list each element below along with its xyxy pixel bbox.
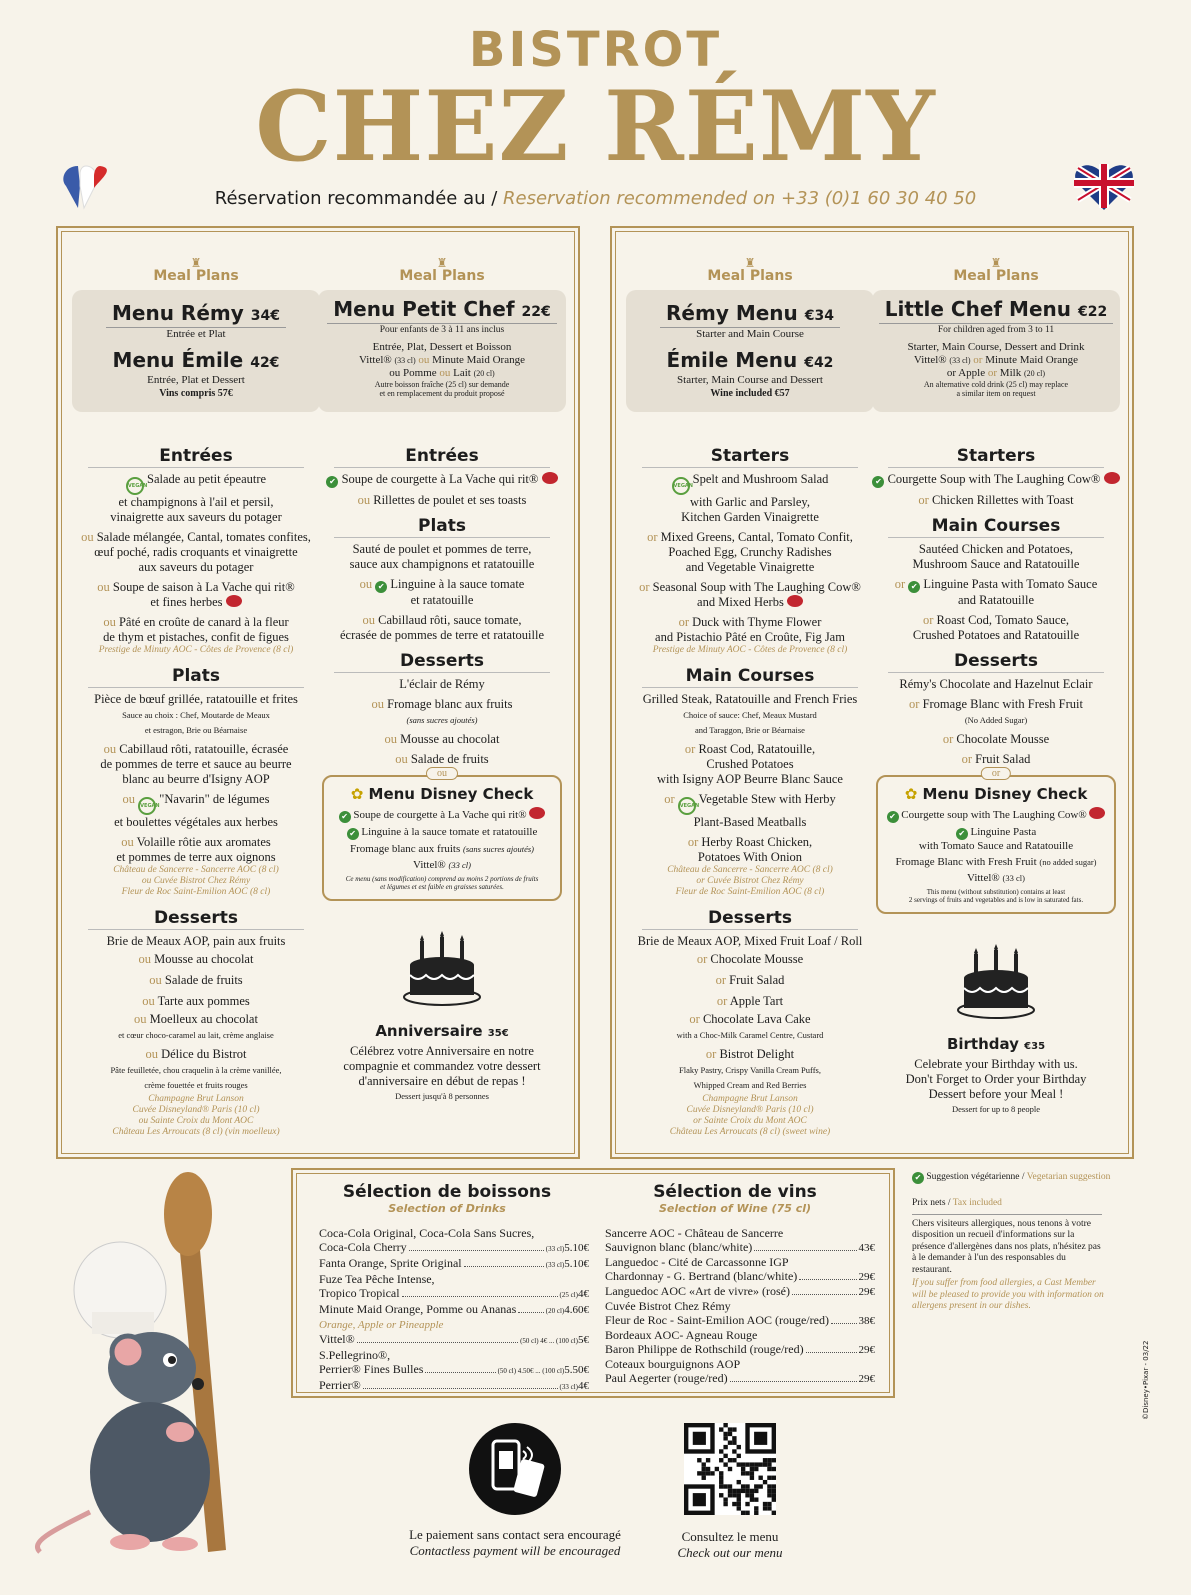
french-flag-icon[interactable] — [56, 160, 120, 212]
uk-flag-icon[interactable] — [1072, 160, 1136, 212]
menu-item: or Seasonal Soup with The Laughing Cow® and Mixed Herbs — [639, 580, 861, 609]
menu-item: Brie de Meaux AOP, Mixed Fruit Loaf / Roll — [637, 934, 863, 948]
little-chef-title: Little Chef Menu €22 — [879, 298, 1113, 324]
menu-item: VEGAN Salade au petit épeautre et champignons à l'ail et persil, vinaigrette aux saveurs du potager — [110, 472, 282, 524]
menu-item: or Fruit Salad — [961, 752, 1031, 766]
french-menu-panel — [56, 226, 580, 1159]
menu-item: or Apple Tart — [716, 994, 784, 1008]
vegetarian-icon: ✔ — [872, 476, 884, 488]
menu-item: ou Fromage blanc aux fruits (sans sucres ajoutés) — [371, 697, 513, 725]
anniversaire-note: Dessert jusqu'à 8 personnes — [395, 1091, 489, 1101]
menu-item: or Mixed Greens, Cantal, Tomato Confit, Poached Egg, Crunchy Radishes and Vegetable Vinaigrette — [647, 530, 853, 574]
mickey-icon: ✿ — [904, 785, 918, 803]
menu-item: or Chocolate Lava Cake with a Choc-Milk Caramel Centre, Custard — [676, 1012, 824, 1040]
menu-item: Pièce de bœuf grillée, ratatouille et frites Sauce au choix : Chef, Moutarde de Meaux et estragon, Brie ou Béarnaise — [94, 692, 298, 735]
meal-plans-badge: ♜ Meal Plans — [72, 258, 320, 280]
wines-row: Coteaux bourguignons AOP — [605, 1357, 741, 1371]
menu-item: or VEGAN Vegetable Stew with Herby Plant-Based Meatballs — [664, 792, 836, 829]
drinks-row: Fanta Orange, Sprite Original (33 cl) 5.10€ — [319, 1256, 589, 1270]
laughing-cow-icon — [1089, 807, 1105, 819]
vegetarian-icon: ✔ — [326, 476, 338, 488]
vegetarian-icon: ✔ — [908, 581, 920, 593]
menu-emile-title: Menu Émile 42€ — [112, 348, 280, 372]
menu-item: L'éclair de Rémy — [399, 677, 485, 691]
birthday-note: Dessert for up to 8 people — [951, 1104, 1041, 1114]
drinks-wine-panel — [291, 1168, 895, 1398]
menu-item: or Chocolate Mousse — [942, 732, 1050, 746]
allergy-note-en: If you suffer from food allergies, a Cast Member will be pleased to provide you with information on allergens present in our dishes. — [912, 1278, 1104, 1311]
laughing-cow-icon — [787, 595, 803, 607]
menu-item: or ✔ Linguine Pasta with Tomato Sauce and Ratatouille — [894, 577, 1098, 607]
menu-emile-desc: Entrée, Plat et Dessert — [147, 374, 245, 386]
menu-item: Grilled Steak, Ratatouille and French Fries Choice of sauce: Chef, Meaux Mustard and Taraggon, Brie or Béarnaise — [642, 692, 858, 735]
vegan-icon: VEGAN — [138, 797, 156, 815]
fr-kids-column — [318, 228, 566, 1101]
laughing-cow-icon — [1104, 472, 1120, 484]
reservation-en: Reservation recommended on +33 (0)1 60 30 40 50 — [503, 188, 977, 209]
castle-icon: ♜ — [190, 256, 202, 270]
wines-heading: Sélection de vins Selection of Wine (75 cl) — [653, 1182, 817, 1215]
wine-pairing: Champagne Brut Lanson Cuvée Disneyland® Paris (10 cl) ou Sainte Croix du Mont AOC Château Les Arroucats (8 cl) (vin moelleux) — [112, 1094, 280, 1137]
or-tag: ou — [426, 767, 458, 780]
plats-title: Plats — [88, 666, 304, 688]
menu-item: ou Pâté en croûte de canard à la fleur de thym et pistaches, confit de figues — [103, 615, 289, 644]
en-disney-check-box: or ✿ Menu Disney Check ✔ Courgette soup with The Laughing Cow® ✔ Linguine Pasta with Tomato Sauce and Ratatouille Fromage Blanc with Fresh Fruit (no added sugar) Vittel® (33 cl) This menu (without substitution) contains at least 2 servings of fruits and vegetables and is low in saturated fats. — [876, 775, 1116, 914]
qr-code[interactable] — [684, 1423, 776, 1515]
wines-row: Paul Aegerter (rouge/red) 29€ — [605, 1371, 875, 1385]
castle-icon: ♜ — [744, 256, 756, 270]
anniversaire-desc: Célébrez votre Anniversaire en notre compagnie et commandez votre dessert d'anniversaire en début de repas ! — [343, 1044, 541, 1088]
contactless-en: Contactless payment will be encouraged — [409, 1543, 621, 1558]
menu-item: Rémy's Chocolate and Hazelnut Eclair — [899, 677, 1093, 691]
menu-item: ou Cabillaud rôti, sauce tomate, écrasée de pommes de terre et ratatouille — [339, 613, 545, 642]
fr-disney-check-box: ou ✿ Menu Disney Check ✔ Soupe de courgette à La Vache qui rit® ✔ Linguine à la sauce tomate et ratatouille Fromage blanc aux fruits (sans sucres ajoutés) Vittel® (33 cl) Ce menu (sans modification) comprend au moins 2 portions de fruits et légumes et est faible en graisses saturées. — [322, 775, 562, 901]
vegetarian-icon: ✔ — [347, 828, 359, 840]
vegetarian-legend: ✔ Suggestion végétarienne / Vegetarian suggestion — [912, 1172, 1122, 1184]
mickey-icon: ✿ — [350, 785, 364, 803]
en-kids-column — [872, 228, 1120, 1114]
contactless-payment-icon — [469, 1423, 561, 1515]
wines-row: Languedoc - Cité de Carcassonne IGP — [605, 1255, 789, 1269]
starters-title: Starters — [642, 446, 858, 468]
wines-row: Cuvée Bistrot Chez Rémy — [605, 1299, 731, 1313]
wine-pairing: Prestige de Minuty AOC - Côtes de Provence (8 cl) — [652, 645, 848, 655]
menu-item: or Roast Cod, Tomato Sauce, Crushed Potatoes and Ratatouille — [912, 613, 1080, 642]
meal-plans-badge: ♜ Meal Plans — [626, 258, 874, 280]
menu-item: ou Volaille rôtie aux aromates et pommes de terre aux oignons — [116, 835, 276, 864]
menu-item: or Chocolate Mousse — [696, 952, 804, 966]
drinks-row: Perrier® Fines Bulles (50 cl) 4.50€ ... (100 cl) 5.50€ — [319, 1362, 589, 1376]
menu-item: ou Moelleux au chocolat et cœur choco-caramel au lait, crème anglaise — [118, 1012, 274, 1040]
desserts-title: Desserts — [888, 651, 1104, 673]
laughing-cow-icon — [529, 807, 545, 819]
menu-item: ou Mousse au chocolat — [384, 732, 500, 746]
wine-pairing: Prestige de Minuty AOC - Côtes de Provence (8 cl) — [98, 645, 294, 655]
birthday-desc: Celebrate your Birthday with us. Don't Forget to Order your Birthday Dessert before your Meal ! — [905, 1057, 1087, 1101]
menu-item: ✔ Soupe de courgette à La Vache qui rit® — [318, 472, 566, 488]
menu-item: or Bistrot Delight Flaky Pastry, Crispy Vanilla Cream Puffs, Whipped Cream and Red Berries — [679, 1047, 821, 1090]
menu-item: or Fruit Salad — [715, 973, 785, 987]
wines-row: Sancerre AOC - Château de Sancerre — [605, 1226, 784, 1240]
menu-item: or Herby Roast Chicken, Potatoes With Onion — [687, 835, 813, 864]
menu-item: ou Délice du Bistrot Pâte feuilletée, chou craquelin à la crème vanillée, crème fouettée et fruits rouges — [110, 1047, 282, 1090]
check-menu-en: Check out our menu — [677, 1545, 783, 1560]
menu-item: ou ✔ Linguine à la sauce tomate et ratatouille — [359, 577, 525, 607]
reservation-fr: Réservation recommandée au / — [214, 188, 504, 209]
vegan-icon: VEGAN — [678, 797, 696, 815]
menu-petit-chef-title: Menu Petit Chef 22€ — [327, 298, 556, 324]
qr-section — [660, 1423, 800, 1561]
vegan-icon: VEGAN — [126, 477, 144, 495]
disney-check-title: ✿ Menu Disney Check — [350, 785, 534, 803]
brand-main: CHEZ RÉMY — [255, 70, 936, 183]
castle-icon: ♜ — [990, 256, 1002, 270]
menu-emile-wine: Vins compris 57€ — [159, 388, 233, 399]
disney-check-title: ✿ Menu Disney Check — [904, 785, 1088, 803]
wine-pairing: Château de Sancerre - Sancerre AOC (8 cl) ou Cuvée Bistrot Chez Rémy Fleur de Roc Saint-Emilion AOC (8 cl) — [113, 865, 279, 897]
starters-title: Starters — [888, 446, 1104, 468]
drinks-list — [319, 1226, 589, 1394]
menu-item: or Chicken Rillettes with Toast — [918, 493, 1074, 507]
drinks-row: Tropico Tropical (25 cl) 4€ — [319, 1286, 589, 1300]
wine-pairing: Champagne Brut Lanson Cuvée Disneyland® Paris (10 cl) or Sainte Croix du Mont AOC Château Les Arroucats (8 cl) (sweet wine) — [669, 1094, 831, 1137]
drinks-row: Vittel® (50 cl) 4€ ... (100 cl) 5€ — [319, 1332, 589, 1346]
entrees-title: Entrées — [334, 446, 550, 468]
wines-row: Sauvignon blanc (blanc/white) 43€ — [605, 1240, 875, 1254]
wines-row: Chardonnay - G. Bertrand (blanc/white) 29€ — [605, 1269, 875, 1283]
menu-remy-title: Rémy Menu €34 — [660, 302, 840, 328]
contactless-fr: Le paiement sans contact sera encouragé — [409, 1527, 621, 1542]
menu-item: ou Rillettes de poulet et ses toasts — [357, 493, 527, 507]
main-courses-title: Main Courses — [888, 516, 1104, 538]
laughing-cow-icon — [542, 472, 558, 484]
plats-title: Plats — [334, 516, 550, 538]
fr-menu-petit-chef-box: Menu Petit Chef 22€ Pour enfants de 3 à 11 ans inclus Entrée, Plat, Dessert et Boisson Vittel® (33 cl) ou Minute Maid Orange ou Pomme ou Lait (20 cl) Autre boisson fraîche (25 cl) sur demande et en remplacement du produit proposé — [318, 290, 566, 412]
menu-item: Brie de Meaux AOP, pain aux fruits — [106, 934, 286, 948]
anniversaire-title: Anniversaire 35€ — [375, 1022, 509, 1040]
remy-chef-illustration — [30, 1172, 270, 1572]
vegetarian-icon: ✔ — [956, 828, 968, 840]
copyright: ©Disney•Pixar - 03/22 — [1142, 1340, 1150, 1420]
menu-item: Sauté de poulet et pommes de terre, sauce aux champignons et ratatouille — [349, 542, 535, 571]
wine-pairing: Château de Sancerre - Sancerre AOC (8 cl) or Cuvée Bistrot Chez Rémy Fleur de Roc Saint-Emilion AOC (8 cl) — [667, 865, 833, 897]
menu-item: ou Tarte aux pommes — [142, 994, 250, 1008]
menu-remy-title: Menu Rémy 34€ — [106, 302, 286, 328]
menu-emile-title: Émile Menu €42 — [666, 348, 834, 372]
vegetarian-icon: ✔ — [339, 811, 351, 823]
price-note: Prix nets / Tax included — [912, 1198, 1002, 1208]
birthday-title: Birthday €35 — [946, 1035, 1046, 1053]
menu-item: ou Salade de fruits — [149, 973, 243, 987]
brand-top: BISTROT — [468, 22, 723, 78]
menu-item: ou VEGAN "Navarin" de légumes et boulettes végétales aux herbes — [114, 792, 278, 829]
castle-icon: ♜ — [436, 256, 448, 270]
drinks-row: Fuze Tea Pêche Intense, — [319, 1272, 435, 1286]
wines-list — [605, 1226, 875, 1386]
wines-row: Languedoc AOC «Art de vivre» (rosé) 29€ — [605, 1284, 875, 1298]
menu-item: or Duck with Thyme Flower and Pistachio Pâté en Croûte, Fig Jam — [655, 615, 845, 644]
menu-item: VEGAN Spelt and Mushroom Salad with Garlic and Parsley, Kitchen Garden Vinaigrette — [673, 472, 829, 524]
menu-item: or Fromage Blanc with Fresh Fruit (No Added Sugar) — [909, 697, 1083, 725]
menu-item: ou Salade de fruits — [395, 752, 489, 766]
english-menu-panel — [610, 226, 1134, 1159]
meal-plans-badge: ♜ Meal Plans — [872, 258, 1120, 280]
fr-adult-column — [72, 228, 320, 1138]
or-tag: or — [981, 767, 1011, 780]
menu-item: ou Soupe de saison à La Vache qui rit® et fines herbes — [97, 580, 295, 609]
en-adult-column — [626, 228, 874, 1138]
header — [0, 0, 1191, 215]
vegetarian-icon: ✔ — [912, 1172, 924, 1184]
reservation-line — [0, 188, 1191, 209]
drinks-row: Orange, Apple or Pineapple — [319, 1319, 444, 1331]
drinks-row: Coca-Cola Cherry (33 cl) 5.10€ — [319, 1240, 589, 1254]
drinks-row: Minute Maid Orange, Pomme ou Ananas (20 cl) 4.60€ — [319, 1302, 589, 1316]
wines-row: Baron Philippe de Rothschild (rouge/red) 29€ — [605, 1342, 875, 1356]
vegetarian-icon: ✔ — [375, 581, 387, 593]
en-little-chef-box: Little Chef Menu €22 For children aged from 3 to 11 Starter, Main Course, Dessert and Drink Vittel® (33 cl) or Minute Maid Orange or Apple or Milk (20 cl) An alternative cold drink (25 cl) may replace a similar item on request — [872, 290, 1120, 412]
laughing-cow-icon — [226, 595, 242, 607]
menu-item: Sautéed Chicken and Potatoes, Mushroom Sauce and Ratatouille — [912, 542, 1080, 571]
side-notes — [912, 1172, 1122, 1313]
allergy-note-fr: Chers visiteurs allergiques, nous tenons à votre disposition un recueil d'informations sur la présence d'allergènes dans nos plats, n'hésitez pas à le demander à l'un des responsables du restaurant. — [912, 1218, 1101, 1275]
drinks-row: Perrier® (33 cl) 4€ — [319, 1378, 589, 1392]
wines-row: Fleur de Roc - Saint-Emilion AOC (rouge/red) 38€ — [605, 1313, 875, 1327]
birthday-cake-icon — [956, 944, 1036, 1024]
menu-item: ou Salade mélangée, Cantal, tomates confites, œuf poché, radis croquants et vinaigrette aux saveurs du potager — [81, 530, 311, 574]
vegetarian-icon: ✔ — [887, 811, 899, 823]
desserts-title: Desserts — [88, 908, 304, 930]
birthday-cake-icon — [402, 931, 482, 1011]
desserts-title: Desserts — [642, 908, 858, 930]
en-menu-remy-box: Rémy Menu €34 Starter and Main Course Émile Menu €42 Starter, Main Course and Dessert Wine included €57 — [626, 290, 874, 412]
menu-item: ✔ Courgette Soup with The Laughing Cow® — [872, 472, 1120, 488]
menu-item: or Roast Cod, Ratatouille, Crushed Potatoes with Isigny AOP Beurre Blanc Sauce — [657, 742, 843, 786]
check-menu-fr: Consultez le menu — [681, 1529, 779, 1544]
main-courses-title: Main Courses — [642, 666, 858, 688]
desserts-title: Desserts — [334, 651, 550, 673]
meal-plans-badge: ♜ Meal Plans — [318, 258, 566, 280]
fr-menu-remy-box — [72, 290, 320, 412]
contactless-section — [390, 1423, 640, 1559]
menu-remy-desc: Entrée et Plat — [166, 328, 226, 340]
menu-item: ou Mousse au chocolat — [138, 952, 254, 966]
vegan-icon: VEGAN — [672, 477, 690, 495]
wines-row: Bordeaux AOC- Agneau Rouge — [605, 1328, 758, 1342]
entrees-title: Entrées — [88, 446, 304, 468]
menu-item: ou Cabillaud rôti, ratatouille, écrasée de pommes de terre et sauce au beurre blanc au beurre d'Isigny AOP — [100, 742, 292, 786]
drinks-heading: Sélection de boissons Selection of Drinks — [342, 1182, 552, 1215]
drinks-row: S.Pellegrino®, — [319, 1348, 391, 1362]
drinks-row: Coca-Cola Original, Coca-Cola Sans Sucres, — [319, 1226, 535, 1240]
